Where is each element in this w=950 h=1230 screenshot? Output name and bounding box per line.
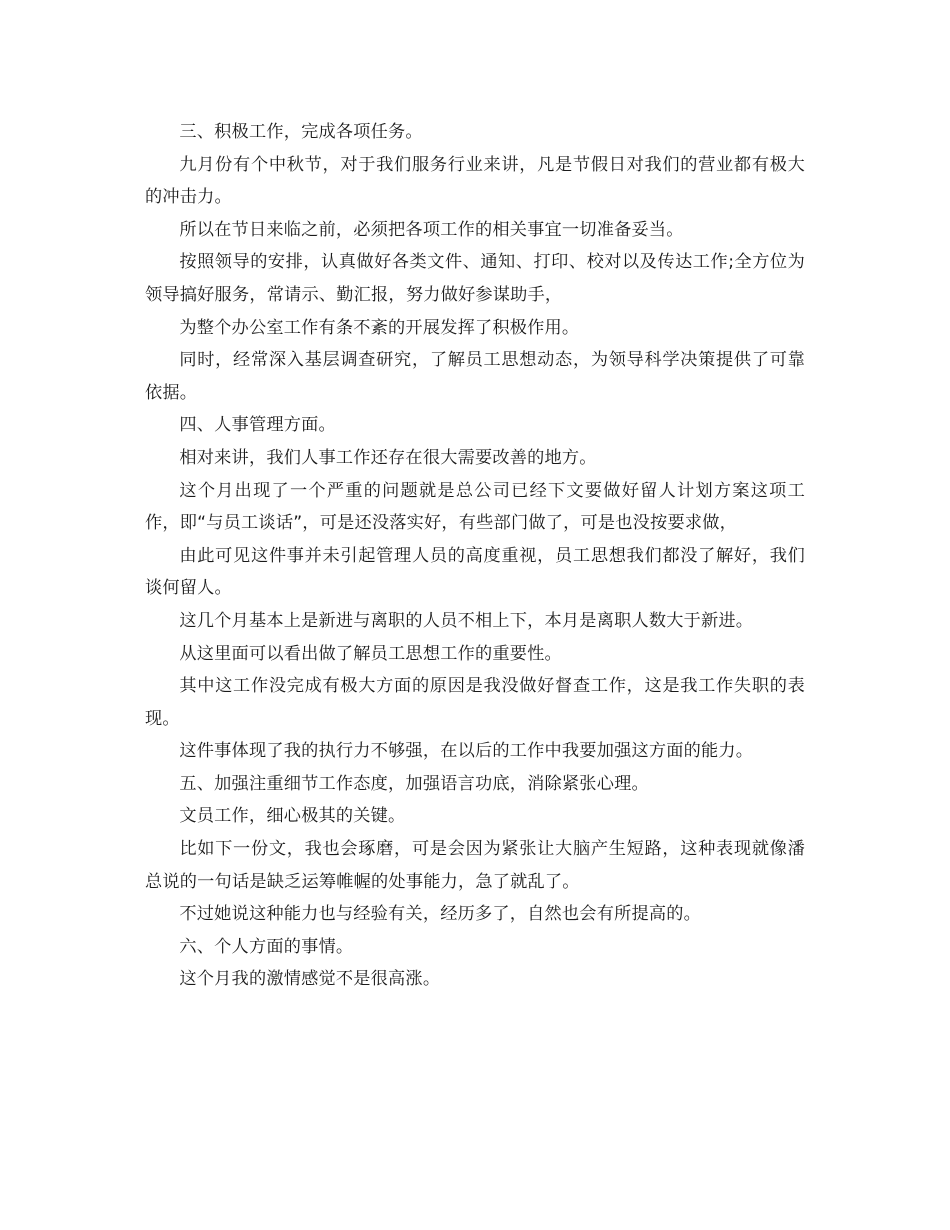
paragraph: 这个月出现了一个严重的问题就是总公司已经下文要做好留人计划方案这项工作，即“与员工谈话”，可是还没落实好，有些部门做了，可是也没按要求做， xyxy=(145,480,805,534)
paragraph: 其中这工作没完成有极大方面的原因是我没做好督查工作，这是我工作失职的表现。 xyxy=(145,676,805,729)
paragraph: 九月份有个中秋节，对于我们服务行业来讲，凡是节假日对我们的营业都有极大的冲击力。 xyxy=(145,154,805,208)
paragraph: 相对来讲，我们人事工作还存在很大需要改善的地方。 xyxy=(179,447,597,468)
paragraph: 按照领导的安排，认真做好各类文件、通知、打印、校对以及传达工作;全方位为领导搞好服务，常请示、勤汇报，努力做好参谋助手， xyxy=(145,252,805,305)
paragraph: 由此可见这件事并未引起管理人员的高度重视，员工思想我们都没了解好，我们谈何留人。 xyxy=(145,545,805,599)
section-heading-4: 四、人事管理方面。 xyxy=(179,415,336,436)
section-heading-6: 六、个人方面的事情。 xyxy=(179,936,354,957)
paragraph: 这件事体现了我的执行力不够强，在以后的工作中我要加强这方面的能力。 xyxy=(179,741,754,762)
paragraph: 所以在节日来临之前，必须把各项工作的相关事宜一切准备妥当。 xyxy=(179,219,684,240)
section-heading-3: 三、积极工作，完成各项任务。 xyxy=(179,122,423,142)
paragraph: 这几个月基本上是新进与离职的人员不相上下，本月是离职人数大于新进。 xyxy=(179,610,754,631)
paragraph: 文员工作，细心极其的关键。 xyxy=(179,806,406,827)
paragraph: 为整个办公室工作有条不紊的开展发挥了积极作用。 xyxy=(179,317,580,338)
paragraph: 同时，经常深入基层调查研究，了解员工思想动态，为领导科学决策提供了可靠依据。 xyxy=(145,350,805,403)
paragraph: 从这里面可以看出做了解员工思想工作的重要性。 xyxy=(179,643,562,664)
paragraph: 不过她说这种能力也与经验有关，经历多了，自然也会有所提高的。 xyxy=(179,904,702,925)
section-heading-5: 五、加强注重细节工作态度，加强语言功底，消除紧张心理。 xyxy=(179,773,649,794)
document-body xyxy=(145,116,805,996)
paragraph: 这个月我的激情感觉不是很高涨。 xyxy=(179,969,441,990)
paragraph: 比如下一份文，我也会琢磨，可是会因为紧张让大脑产生短路，这种表现就像潘总说的一句话是缺乏运筹帷幄的处事能力，急了就乱了。 xyxy=(145,839,805,892)
